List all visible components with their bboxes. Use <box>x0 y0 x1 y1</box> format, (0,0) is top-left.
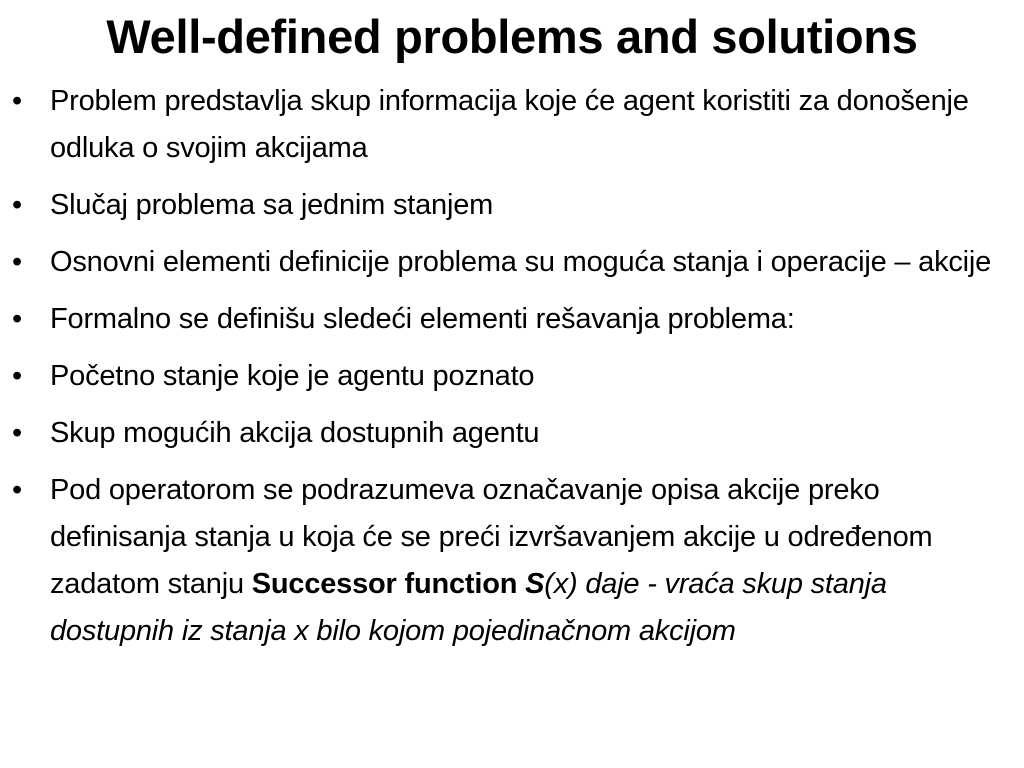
bullet-item <box>0 78 1024 172</box>
bullet-item <box>0 182 1024 229</box>
bullet-marker: • <box>12 360 22 392</box>
successor-function-symbol: S <box>525 568 545 600</box>
bullet-marker: • <box>12 417 22 449</box>
bullet-text-plain: Pod operatorom se podrazumeva označavanje opisa akcije preko definisanja stanja u koja će se preći izvršavanjem akcije u određenom zadatom stanju <box>50 474 933 600</box>
bullet-marker: • <box>12 85 22 117</box>
successor-function-description: (x) daje - vraća skup stanja dostupnih iz stanja x bilo kojom pojedinačnom akcijom <box>50 568 887 647</box>
bullet-text: Početno stanje koje je agentu poznato <box>50 360 535 392</box>
bullet-text: Problem predstavlja skup informacija koje će agent koristiti za donošenje odluka o svojim akcijama <box>50 85 969 164</box>
bullet-item <box>0 353 1024 400</box>
bullet-text: Skup mogućih akcija dostupnih agentu <box>50 417 540 449</box>
bullet-marker: • <box>12 246 22 278</box>
bullet-text: Osnovni elementi definicije problema su moguća stanja i operacije – akcije <box>50 246 992 278</box>
bullet-marker: • <box>12 303 22 335</box>
bullet-marker: • <box>12 474 22 506</box>
bullet-item <box>0 239 1024 286</box>
slide-title: Well-defined problems and solutions <box>106 10 918 63</box>
bullet-text: Slučaj problema sa jednim stanjem <box>50 189 494 221</box>
bullet-item <box>0 410 1024 457</box>
successor-function-term: Successor function <box>251 568 526 600</box>
bullet-list <box>0 78 1024 665</box>
bullet-item <box>0 296 1024 343</box>
bullet-item-successor <box>0 467 1024 655</box>
bullet-marker: • <box>12 189 22 221</box>
bullet-text: Formalno se definišu sledeći elementi rešavanja problema: <box>50 303 795 335</box>
